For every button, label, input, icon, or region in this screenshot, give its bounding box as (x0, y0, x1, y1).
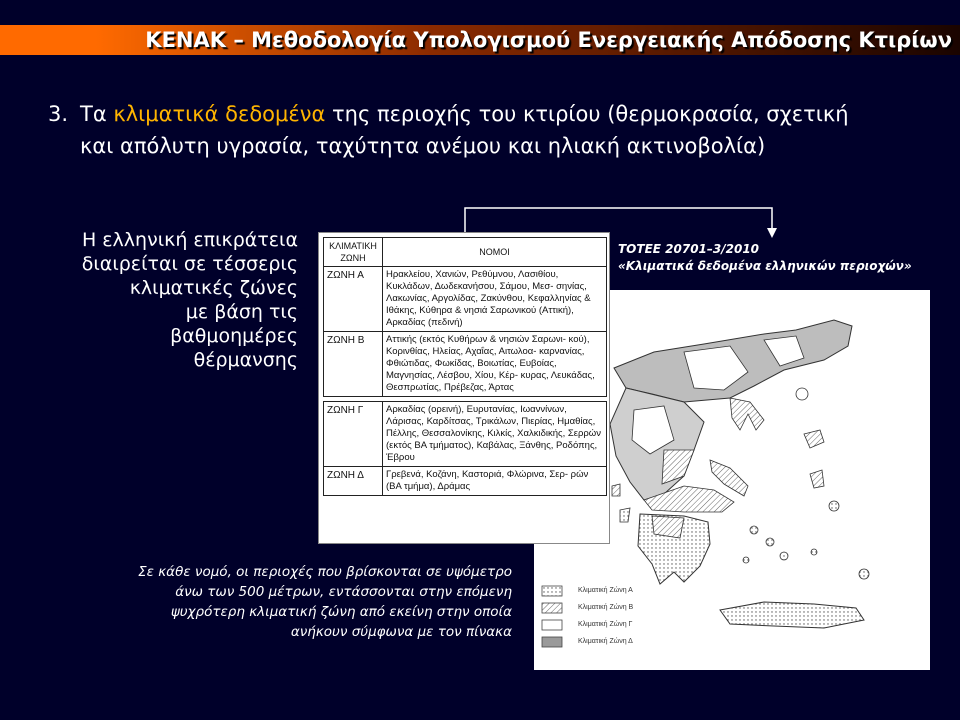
table-row (324, 402, 607, 467)
description-line: θέρμανσης (193, 349, 298, 371)
description-line: με βάση τις (185, 301, 298, 323)
note-line: ψυχρότερη κλιματική ζώνη από εκείνη στην οποία (170, 604, 512, 620)
climate-zones-description (20, 228, 298, 372)
description-line: διαιρείται σε τέσσερις (81, 253, 298, 275)
bullet-point-3 (48, 98, 948, 162)
point-highlight: κλιματικά δεδομένα (113, 102, 326, 126)
source-reference (618, 241, 912, 275)
description-line: Η ελληνική επικράτεια (81, 229, 298, 251)
climate-zones-table-image (318, 232, 610, 544)
point-line-1 (48, 98, 948, 130)
slide-title: ΚΕΝΑΚ – Μεθοδολογία Υπολογισμού Ενεργειακής Απόδοσης Κτιρίων (145, 28, 952, 52)
point-line1-rest: της περιοχής του κτιρίου (θερμοκρασία, σχετική (325, 102, 849, 126)
legend-label-zone-b: Κλιματική Ζώνη Β (578, 604, 634, 611)
point-prefix: Τα (80, 102, 114, 126)
prefectures-cell: Ηρακλείου, Χανιών, Ρεθύμνου, Λασιθίου, Κυκλάδων, Δωδεκανήσου, Σάμου, Μεσ- σηνίας, Λακωνίας, Αργολίδας, Ζακύνθου, Κεφαλληνίας & Ιθάκης, Κύθηρα & νησιά Σαρωνικού (Αττική), Αρκαδίας (πεδινή) (383, 267, 607, 332)
source-line-1: ΤΟΤΕΕ 20701–3/2010 (618, 242, 760, 256)
zone-cell: ΖΩΝΗ Γ (324, 402, 383, 467)
header-climate-zone: ΚΛΙΜΑΤΙΚΗ ΖΩΝΗ (324, 238, 383, 267)
prefectures-cell: Αρκαδίας (ορεινή), Ευρυτανίας, Ιωαννίνων, Λάρισας, Καρδίτσας, Τρικάλων, Πιερίας, Ημαθίας, Πέλλης, Θεσσαλονίκης, Κιλκίς, Χαλκιδικής, Σερρών (εκτός ΒΑ τμήματος), Καβάλας, Ξάνθης, Ροδόπης, Έβρου (383, 402, 607, 467)
legend-label-zone-d: Κλιματική Ζώνη Δ (578, 638, 633, 645)
point-line-2: και απόλυτη υγρασία, ταχύτητα ανέμου και ηλιακή ακτινοβολία) (80, 134, 766, 158)
table-row (324, 332, 607, 397)
point-number: 3. (48, 102, 69, 126)
description-line: βαθμοημέρες (170, 325, 298, 347)
note-line: άνω των 500 μέτρων, εντάσσονται στην επόμενη (175, 584, 512, 600)
header-prefectures: ΝΟΜΟΙ (383, 238, 607, 267)
map-legend (542, 586, 562, 647)
prefectures-cell: Γρεβενά, Κοζάνη, Καστοριά, Φλώρινα, Σερ- ρών (ΒΑ τμήμα), Δράμας (383, 467, 607, 496)
prefectures-cell: Αττικής (εκτός Κυθήρων & νησιών Σαρωνι- κού), Κορινθίας, Ηλείας, Αχαΐας, Αιτωλοα- καρνανίας, Φθιώτιδας, Φωκίδας, Βοιωτίας, Ευβοίας, Μαγνησίας, Λέσβου, Χίου, Κέρ- κυρας, Λευκάδας, Θεσπρωτίας, Πρέβεζας, Άρτας (383, 332, 607, 397)
zone-cell: ΖΩΝΗ Δ (324, 467, 383, 496)
legend-label-zone-c: Κλιματική Ζώνη Γ (578, 621, 633, 628)
table-row (324, 467, 607, 496)
altitude-note (40, 562, 512, 642)
zone-cell: ΖΩΝΗ Β (324, 332, 383, 397)
title-bar (0, 25, 960, 55)
legend-label-zone-a: Κλιματική Ζώνη Α (578, 587, 633, 594)
note-line: Σε κάθε νομό, οι περιοχές που βρίσκονται σε υψόμετρο (138, 564, 512, 580)
climate-zones-table (323, 237, 607, 496)
source-line-2: «Κλιματικά δεδομένα ελληνικών περιοχών» (618, 259, 912, 273)
zone-cell: ΖΩΝΗ Α (324, 267, 383, 332)
table-row (324, 267, 607, 332)
note-line: ανήκουν σύμφωνα με τον πίνακα (290, 624, 512, 640)
table-header-row (324, 238, 607, 267)
description-line: κλιματικές ζώνες (129, 277, 298, 299)
legend-labels (578, 584, 633, 652)
